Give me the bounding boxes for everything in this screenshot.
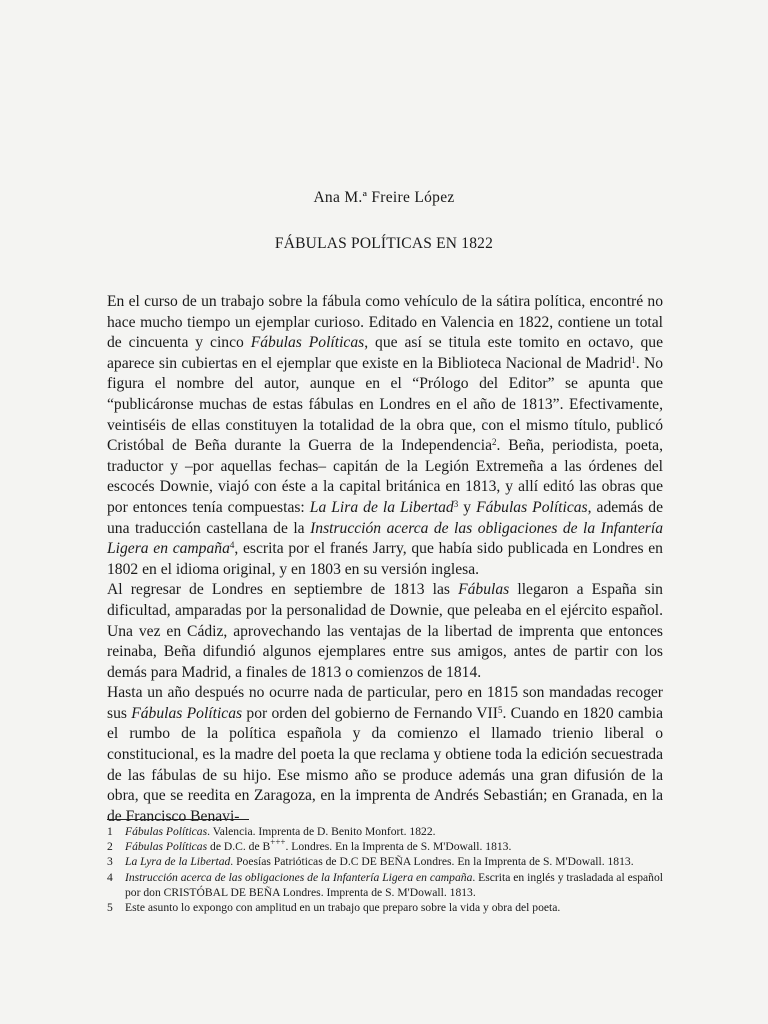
footnote-text [125, 854, 663, 869]
footnote-ref-1[interactable]: 1 [631, 354, 636, 365]
footnote-divider [107, 819, 249, 820]
italic-run: La Lyra de la Libertad [125, 855, 231, 869]
italic-run: Fábulas Políticas [125, 840, 208, 854]
footnote-number: 2 [107, 840, 113, 854]
italic-run: Fábulas [458, 581, 510, 599]
footnote-number: 1 [107, 825, 113, 838]
text-run: . No figura el nombre del autor, aunque en el “Prólogo del Editor” se apunta que “publicáronse muchas de estas fábulas en Londres en el año de 1813”. Efectivamente, veintiséis de ellas constituyen la totalidad de la obra que, con el mismo título, publicó Cristóbal de Beña durante la Guerra de la Independencia [107, 354, 663, 455]
footnote-4 [107, 870, 663, 900]
footnote-number: 4 [107, 870, 113, 884]
text-run: . Poesías Patrióticas de D.C DE BEÑA Londres. En la Imprenta de S. M'Dowall. 1813. [230, 855, 634, 869]
footnote-ref-2[interactable]: 2 [492, 437, 497, 448]
italic-run: Instrucción acerca de las obligaciones de la Infantería Ligera en campaña [125, 870, 473, 884]
author-name: Ana M.ª Freire López [313, 189, 455, 206]
paragraph-3 [107, 683, 663, 827]
text-run: por orden del gobierno de Fernando VII [242, 704, 498, 722]
text-run: , escrita por el franés Jarry, que había sido publicada en Londres en 1802 en el idioma original, y en 1803 en su versión inglesa. [107, 540, 663, 578]
footnote-2 [107, 839, 663, 854]
italic-run: Instrucción acerca de las obligaciones de la Infantería Ligera en campaña [107, 519, 663, 558]
paragraph-1 [107, 292, 663, 580]
text-run: llegaron a España sin dificultad, amparadas por la personalidad de Downie, que peleaba en el ejército español. Una vez en Cádiz, aprovechando las ventajas de la libertad de imprenta que entonces reinaba, Beña difundió algunos ejemplares entre sus amigos, antes de partir con los demás para Madrid, a finales de 1813 o comienzos de 1814. [107, 581, 663, 681]
footnote-number: 5 [107, 901, 113, 915]
italic-run: Fábulas Políticas [125, 825, 208, 838]
footnote-ref-3[interactable]: 3 [453, 498, 459, 509]
text-run: . Cuando en 1820 cambia el rumbo de la política española y da comienzo el llamado trienio liberal o constitucional, es la madre del poeta la que reclama y obtiene toda la edición secuestrada de las fábulas de su hijo. Ese mismo año se produce además una gran difusión de la obra, que se reedita en Zaragoza, en la imprenta de Andrés Sebastián; en Granada, en la de Francisco Benavi- [107, 704, 663, 825]
footnotes [107, 824, 663, 915]
footnote-text [125, 870, 663, 900]
footnote-text [125, 839, 663, 854]
italic-run: Fábulas Políticas [131, 704, 243, 722]
footnote-ref-4[interactable]: 4 [229, 540, 235, 551]
text-run: , que así se titula este tomito en octavo, que aparece sin cubiertas en el ejemplar que existe en la Biblioteca Nacional de Madrid [107, 334, 663, 372]
italic-run: Fábulas Políticas [476, 498, 588, 516]
paragraph-2 [107, 580, 663, 683]
text-run: . Escrita en inglés y trasladada al español por don CRISTÓBAL DE BEÑA Londres. Imprenta de S. M'Dowall. 1813. [125, 870, 663, 899]
italic-run: Fábulas Políticas [250, 334, 365, 352]
footnote-1 [107, 824, 663, 839]
text-run: Al regresar de Londres en septiembre de 1813 las [107, 581, 459, 599]
superscript: +++ [270, 837, 286, 848]
text-run: Este asunto lo expongo con amplitud en un trabajo que preparo sobre la vida y obra del poeta. [125, 901, 561, 915]
footnote-number: 3 [107, 855, 113, 869]
footnote-5 [107, 900, 663, 915]
footnote-text [125, 900, 663, 915]
italic-run: La Lira de la Libertad [309, 498, 454, 516]
footnote-3 [107, 854, 663, 869]
text-run: de D.C. de B [207, 840, 271, 854]
footnote-text [125, 824, 663, 839]
article-title: FÁBULAS POLÍTICAS EN 1822 [274, 235, 494, 252]
text-run: , además de una traducción castellana de la [107, 498, 664, 537]
text-run: . Londres. En la Imprenta de S. M'Dowall. 1813. [285, 840, 512, 854]
body-text [107, 292, 663, 827]
footnote-ref-5[interactable]: 5 [497, 704, 503, 715]
text-run: y [458, 498, 477, 516]
text-run: . Valencia. Imprenta de D. Benito Monfort. 1822. [207, 825, 436, 838]
text-run: En el curso de un trabajo sobre la fábula como vehículo de la sátira política, encontré no hace mucho tiempo un ejemplar curioso. Editado en Valencia en 1822, contiene un total de cincuenta y cinco [107, 293, 663, 352]
text-run: Hasta un año después no ocurre nada de particular, pero en 1815 son mandadas recoger sus [107, 684, 663, 722]
text-run: . Beña, periodista, poeta, traductor y –por aquellas fechas– capitán de la Legión Extremeña a las órdenes del escocés Downie, viajó con éste a la capital británica en 1813, y allí editó las obras que por entonces tenía compuestas: [107, 437, 663, 516]
